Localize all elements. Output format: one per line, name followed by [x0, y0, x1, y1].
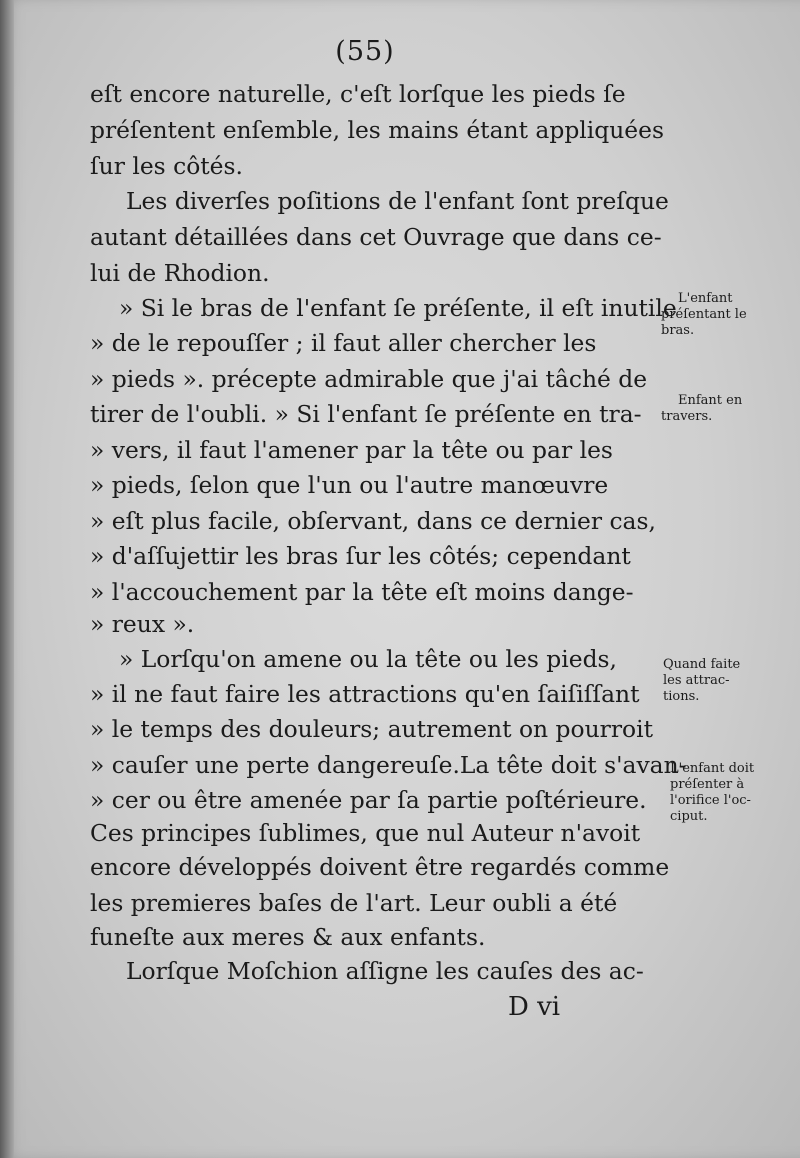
margin-note-line: Quand faite	[663, 657, 741, 672]
margin-note-line: ciput.	[670, 809, 708, 824]
margin-note-line: L'enfant	[678, 291, 733, 306]
text-line: » vers, il faut l'amener par la tête ou par les	[90, 436, 613, 464]
text-line: » eſt plus facile, obſervant, dans ce dernier cas,	[90, 507, 656, 535]
margin-note-line: tions.	[663, 689, 700, 704]
text-line: tirer de l'oubli. » Si l'enfant ſe préſente en tra-	[90, 400, 642, 428]
text-line: » d'aſſujettir les bras ſur les côtés; cependant	[90, 542, 631, 570]
text-line: » de le repouſſer ; il faut aller chercher les	[90, 329, 597, 357]
text-line: » pieds ». précepte admirable que j'ai tâché de	[90, 365, 648, 393]
text-line: ſur les côtés.	[90, 152, 243, 180]
text-line: préſentent enſemble, les mains étant appliquées	[90, 116, 664, 144]
text-line: eſt encore naturelle, c'eſt lorſque les pieds ſe	[90, 80, 626, 108]
margin-note-line: préſenter à	[670, 777, 745, 792]
margin-note-line: préſentant le	[661, 307, 747, 322]
text-line: » Si le bras de l'enfant ſe préſente, il eſt inutile	[119, 294, 677, 322]
page-number: (55)	[335, 36, 395, 67]
margin-note-line: L'enfant doit	[670, 761, 755, 776]
signature-mark: D vi	[508, 992, 561, 1022]
text-line: » le temps des douleurs; autrement on pourroit	[90, 715, 653, 743]
margin-note-line: Enfant en	[678, 393, 743, 408]
text-line: » cauſer une perte dangereuſe.La tête doit s'avan-	[90, 751, 687, 779]
text-line: Les diverſes poſitions de l'enfant ſont preſque	[126, 187, 669, 215]
margin-note-line: les attrac-	[663, 673, 730, 688]
margin-note-line: travers.	[661, 409, 713, 424]
text-line: » reux ».	[90, 610, 195, 638]
text-line: les premieres baſes de l'art. Leur oubli a été	[90, 889, 618, 917]
text-line: » cer ou être amenée par ſa partie poſtérieure.	[90, 786, 647, 814]
margin-note-line: bras.	[661, 323, 695, 338]
text-line: » l'accouchement par la tête eſt moins dange-	[90, 578, 634, 606]
text-line: encore développés doivent être regardés comme	[90, 853, 670, 881]
text-line: Lorſque Moſchion aſſigne les cauſes des ac-	[126, 957, 644, 985]
text-line: » Lorſqu'on amene ou la tête ou les pieds,	[119, 645, 617, 673]
page-gutter-shadow	[0, 0, 14, 1158]
text-line: Ces principes ſublimes, que nul Auteur n'avoit	[90, 819, 641, 847]
text-line: funeſte aux meres & aux enfants.	[90, 923, 486, 951]
text-line: autant détaillées dans cet Ouvrage que dans ce-	[90, 223, 662, 251]
text-line: » il ne faut faire les attractions qu'en ſaiſiſſant	[90, 680, 640, 708]
text-line: lui de Rhodion.	[90, 259, 270, 287]
margin-note-line: l'orifice l'oc-	[670, 793, 751, 808]
text-line: » pieds, ſelon que l'un ou l'autre manœuvre	[90, 471, 609, 499]
